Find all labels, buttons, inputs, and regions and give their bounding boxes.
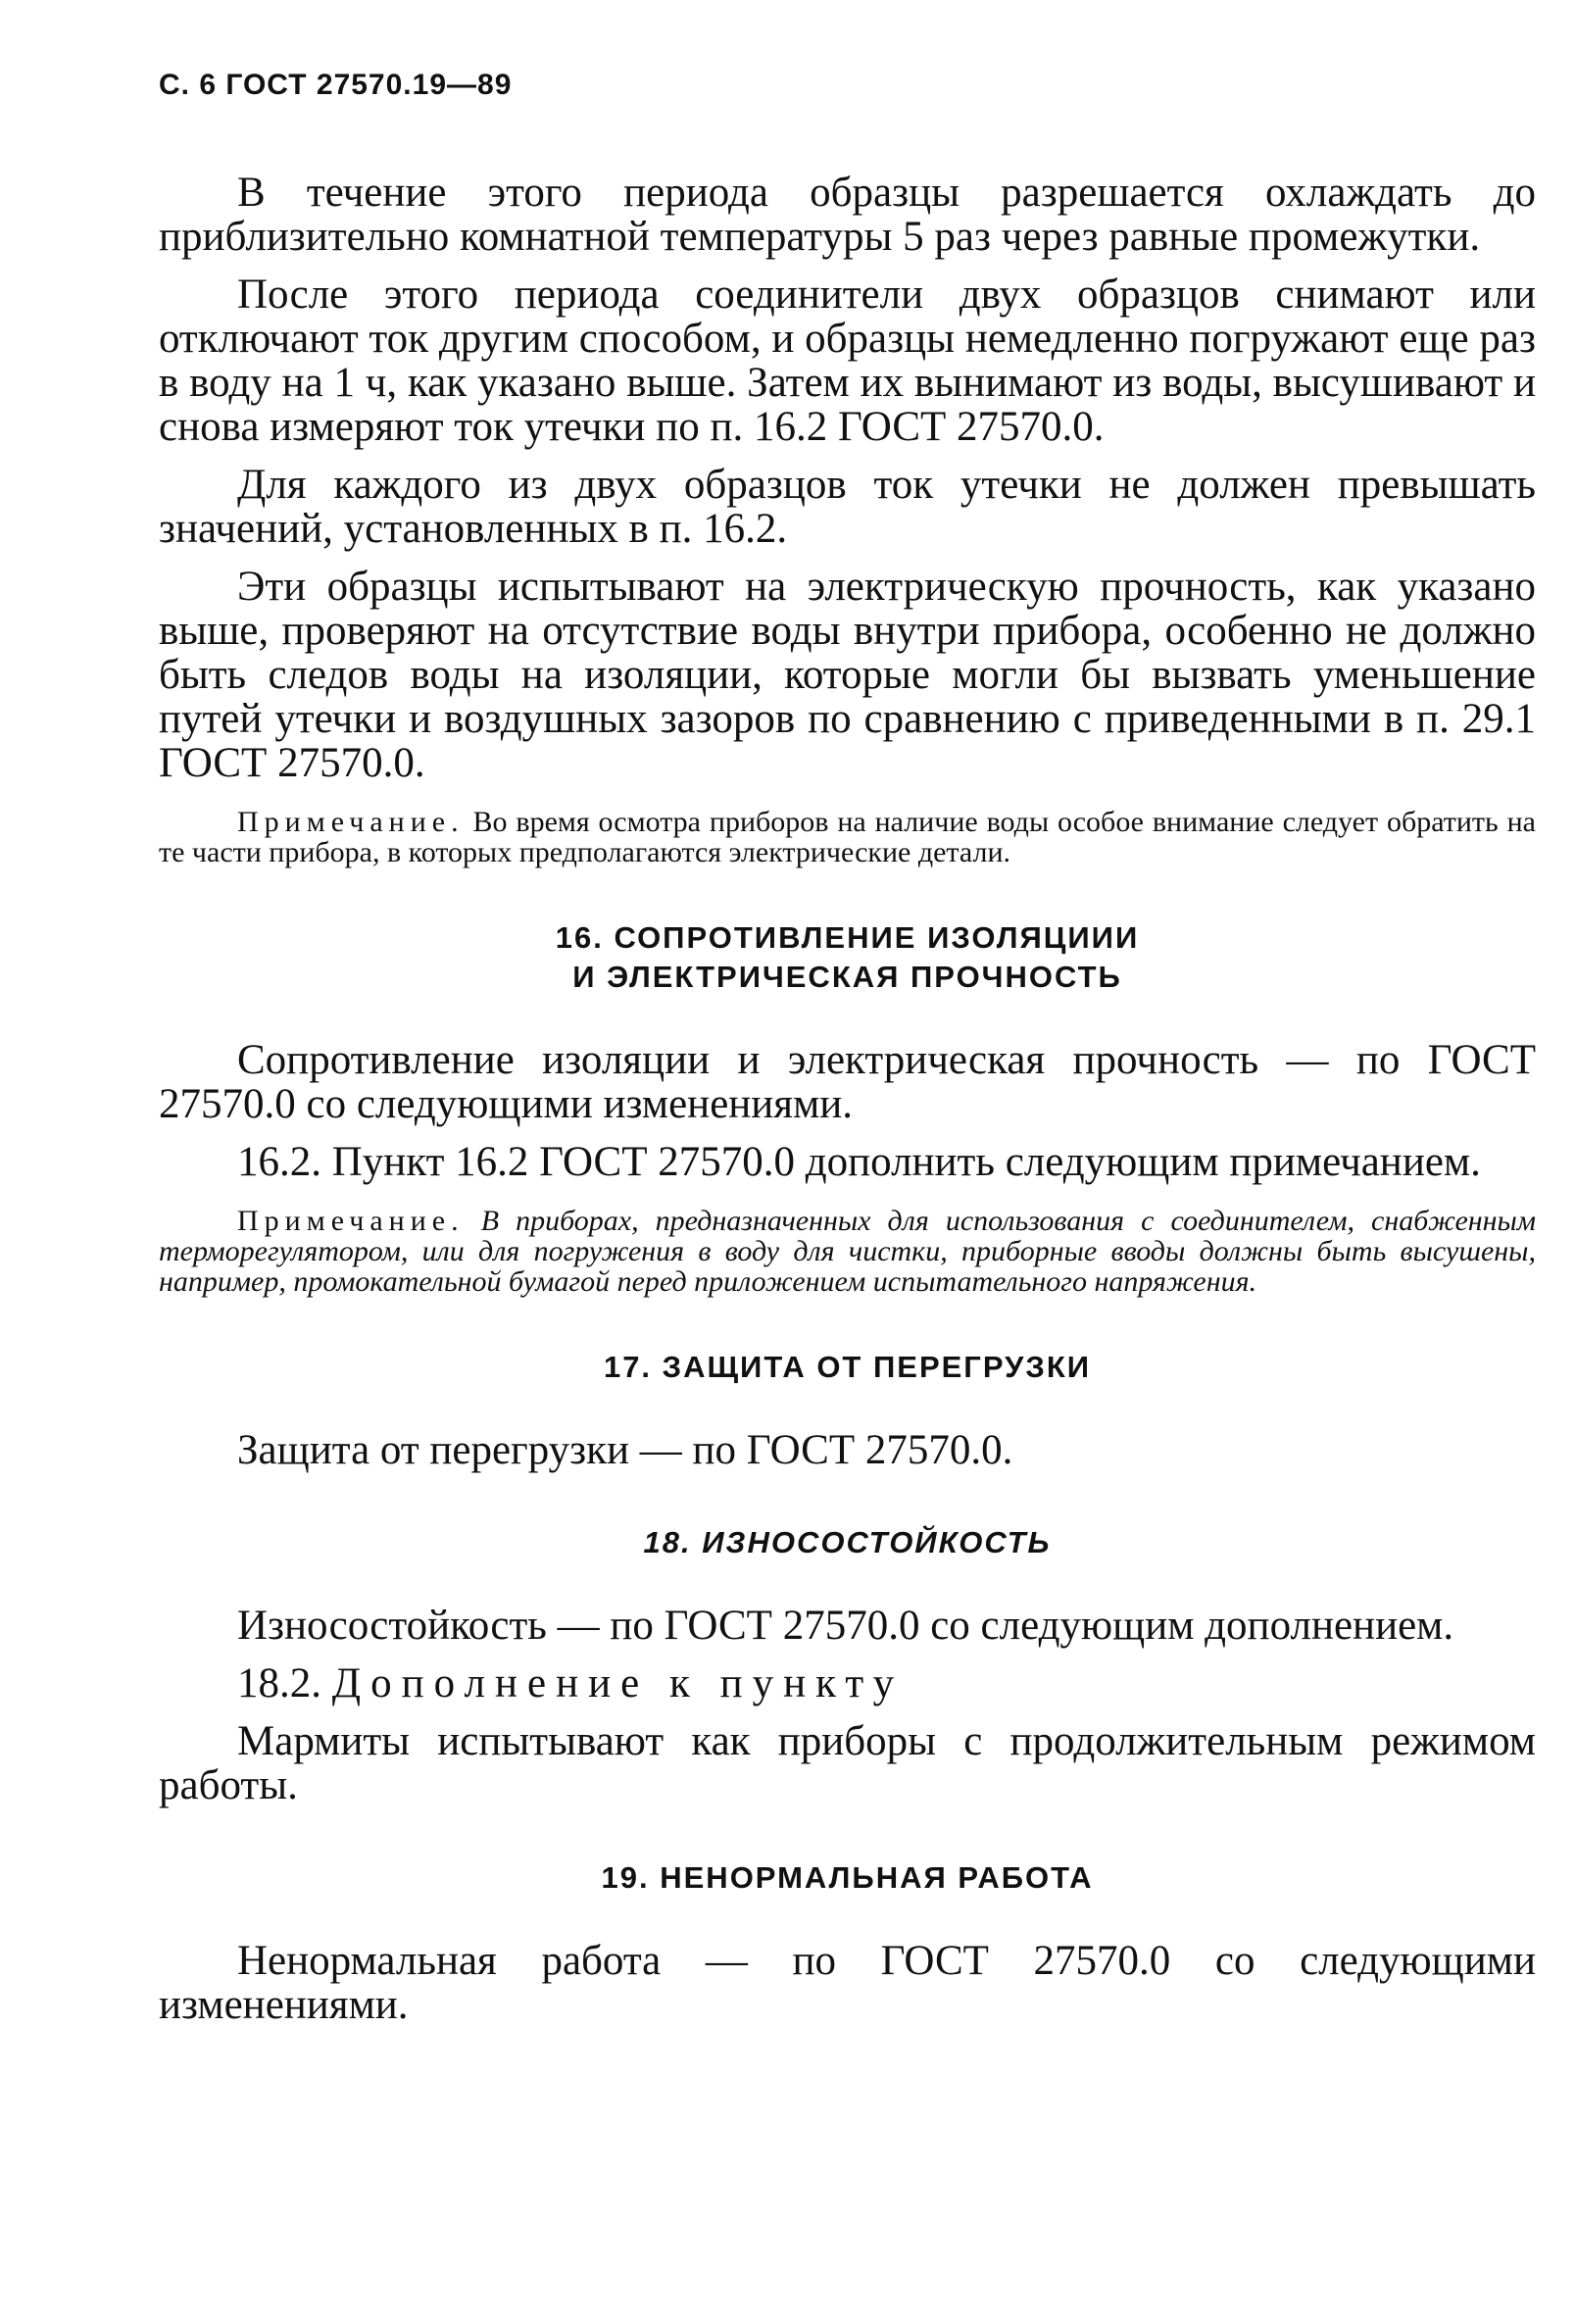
note-1-label: Примечание. [237, 806, 465, 838]
intro-paragraph-3: Для каждого из двух образцов ток утечки не должен превышать значений, установленных в п. 16.2. [159, 462, 1536, 552]
section-17-paragraph-1: Защита от перегрузки — по ГОСТ 27570.0. [237, 1427, 1013, 1473]
section-17-title: 17. ЗАЩИТА ОТ ПЕРЕГРУЗКИ [603, 1350, 1092, 1384]
section-16-title-line-1: 16. СОПРОТИВЛЕНИЕ ИЗОЛЯЦИИИ [555, 920, 1140, 955]
section-16-title [159, 918, 1536, 997]
intro-paragraph-2: После этого периода соединители двух образцов снимают или отключают ток другим способом, и образцы немедленно погружают еще раз в воду на 1 ч, как указано выше. Затем их вынимают из воды, высушивают и снова измеряют ток утечки по п. 16.2 ГОСТ 27570.0. [159, 272, 1536, 450]
note-2-label: Примечание. [237, 1205, 465, 1237]
note-2 [159, 1206, 1536, 1297]
intro-paragraph-4: Эти образцы испытывают на электрическую прочность, как указано выше, проверяют на отсутствие воды внутри прибора, особенно не должно быть следов воды на изоляции, которые могли бы вызвать уменьшение путей утечки и воздушных зазоров по сравнению с приведенными в п. 29.1 ГОСТ 27570.0. [159, 564, 1536, 786]
page-header: С. 6 ГОСТ 27570.19—89 [159, 69, 513, 101]
section-19-title: 19. НЕНОРМАЛЬНАЯ РАБОТА [601, 1860, 1094, 1895]
section-18-title: 18. ИЗНОСОСТОЙКОСТЬ [643, 1525, 1052, 1559]
note-1-text: Во время осмотра приборов на наличие воды особое внимание следует обратить на те части прибора, в которых предполагаются электрические детали. [159, 806, 1536, 868]
section-18-subpoint [159, 1661, 1536, 1706]
intro-paragraph-1: В течение этого периода образцы разрешается охлаждать до приблизительно комнатной температуры 5 раз через равные промежутки. [159, 170, 1536, 260]
section-18-subpoint-label: Дополнение к пункту [331, 1660, 905, 1706]
section-18-paragraph-2: Мармиты испытывают как приборы с продолжительным режимом работы. [159, 1718, 1536, 1808]
section-19-paragraph-1: Ненормальная работа — по ГОСТ 27570.0 со следующими изменениями. [159, 1938, 1536, 2028]
section-16-paragraph-1: Сопротивление изоляции и электрическая прочность — по ГОСТ 27570.0 со следующими изменениями. [159, 1037, 1536, 1127]
note-1 [159, 807, 1536, 867]
section-16-title-line-2: И ЭЛЕКТРИЧЕСКАЯ ПРОЧНОСТЬ [572, 960, 1122, 994]
section-18-subpoint-number: 18.2. [237, 1660, 321, 1706]
section-18-paragraph-1: Износостойкость — по ГОСТ 27570.0 со следующим дополнением. [237, 1603, 1454, 1649]
section-16-paragraph-2: 16.2. Пункт 16.2 ГОСТ 27570.0 дополнить следующим примечанием. [237, 1139, 1481, 1185]
note-2-text: В приборах, предназначенных для использования с соединителем, снабженным терморегулятором, или для погружения в воду для чистки, приборные вводы должны быть высушены, например, промокательной бумагой перед приложением испытательного напряжения. [159, 1205, 1537, 1298]
